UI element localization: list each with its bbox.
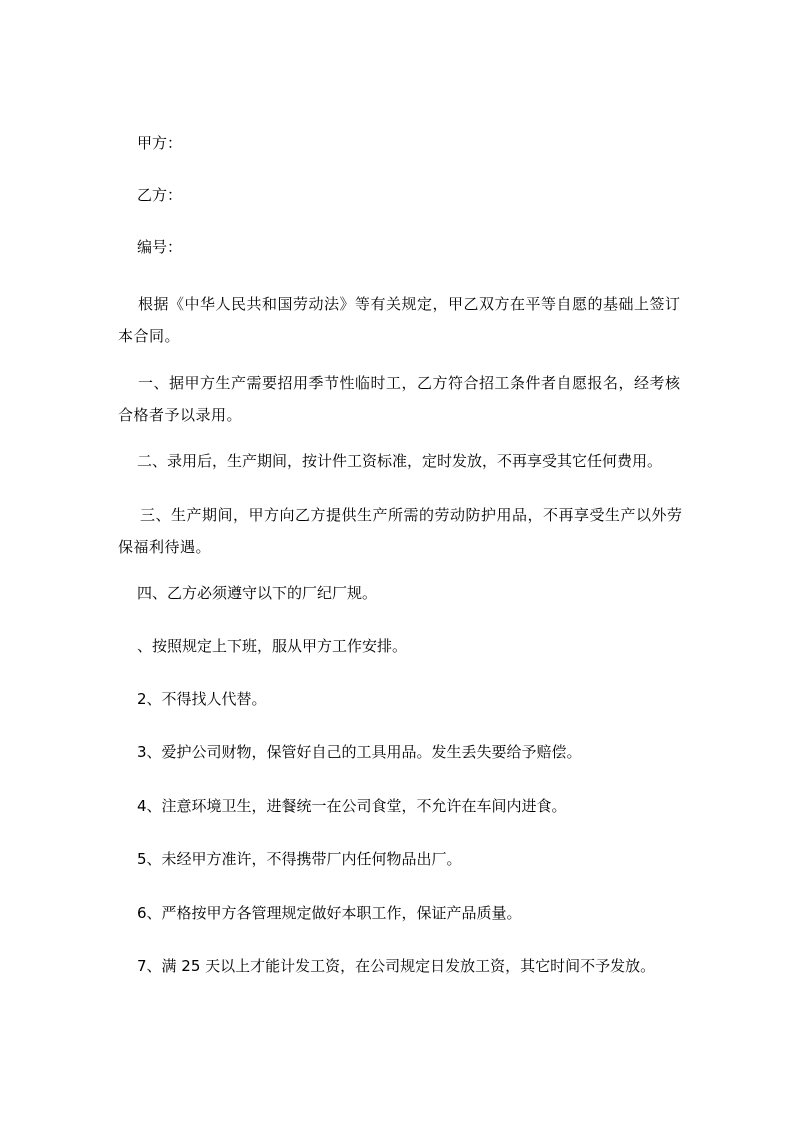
clause-1-line-2: 合格者予以录用。 (118, 406, 243, 424)
rule-item: 7、满 25 天以上才能计发工资，在公司规定日发放工资，其它时间不予发放。 (137, 957, 656, 975)
rule-item: 、按照规定上下班，服从甲方工作安排。 (137, 637, 408, 655)
rule-item: 4、注意环境卫生，进餐统一在公司食堂，不允许在车间内进食。 (137, 797, 567, 815)
clause-3-line-1: 三、生产期间，甲方向乙方提供生产所需的劳动防护用品，不再享受生产以外劳 (140, 506, 683, 524)
rule-item: 6、严格按甲方各管理规定做好本职工作，保证产品质量。 (137, 904, 522, 922)
clause-1-paragraph (118, 367, 698, 431)
clause-3-paragraph (118, 499, 698, 563)
preamble-line-1: 根据《中华人民共和国劳动法》等有关规定，甲乙双方在平等自愿的基础上签订 (138, 295, 681, 313)
party-a-label: 甲方： (137, 134, 183, 152)
rule-item: 5、未经甲方准许，不得携带厂内任何物品出厂。 (137, 850, 462, 868)
rule-item: 2、不得找人代替。 (137, 690, 267, 708)
contract-number-label: 编号： (137, 238, 183, 256)
clause-4: 四、乙方必须遵守以下的厂纪厂规。 (137, 584, 378, 602)
preamble-line-2: 本合同。 (118, 327, 181, 345)
clause-1-line-1: 一、据甲方生产需要招用季节性临时工，乙方符合招工条件者自愿报名，经考核 (138, 374, 681, 392)
clause-2: 二、录用后，生产期间，按计件工资标准，定时发放，不再享受其它任何费用。 (137, 452, 663, 470)
clause-3-line-2: 保福利待遇。 (118, 538, 212, 556)
rule-item: 3、爱护公司财物，保管好自己的工具用品。发生丢失要给予赔偿。 (137, 743, 582, 761)
party-b-label: 乙方： (137, 186, 183, 204)
preamble-paragraph (118, 288, 698, 352)
